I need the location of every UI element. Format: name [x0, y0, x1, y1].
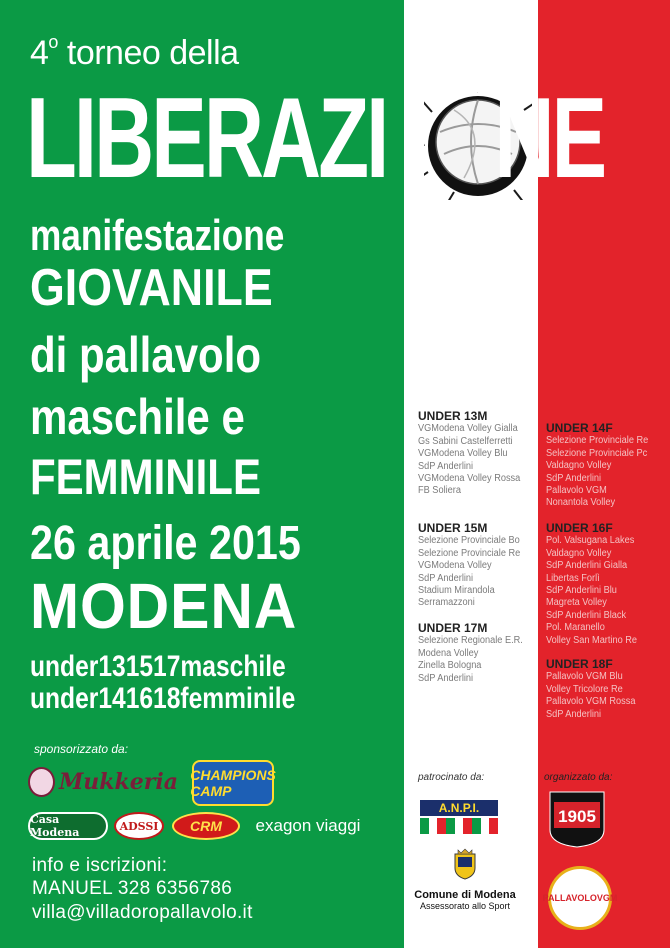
teams-under14f: UNDER 14F Selezione Provinciale Re Selezione Provinciale Pc Valdagno Volley SdP Anderlini Pallavolo VGM Nonantola Volley	[546, 421, 649, 509]
event-date: 26 aprile 2015	[30, 517, 301, 570]
teams-under18f: UNDER 18F Pallavolo VGM Blu Volley Tricolore Re Pallavolo VGM Rossa SdP Anderlini	[546, 657, 636, 720]
organizer-label: organizzato da:	[544, 772, 613, 783]
team-item: SdP Anderlini	[418, 572, 474, 584]
team-item: Nonantola Volley	[546, 497, 616, 509]
team-item: SdP Anderlini	[546, 472, 602, 484]
team-item: Selezione Regionale E.R.	[418, 635, 523, 647]
team-item: Libertas Forlì	[546, 572, 600, 584]
team-item: Volley San Martino Re	[546, 634, 638, 646]
team-item: Serramazzoni	[418, 597, 475, 609]
adssi-logo: ADSSI	[114, 812, 164, 840]
shield-text: 1905	[558, 807, 596, 826]
title-part-1: LIBERAZI	[26, 75, 387, 202]
team-item: Selezione Provinciale Pc	[546, 447, 648, 459]
patrons-label: patrocinato da:	[418, 772, 485, 783]
team-item: SdP Anderlini Black	[546, 609, 627, 621]
line-di-pallavolo: di pallavolo	[30, 327, 262, 383]
team-item: Valdagno Volley	[546, 547, 612, 559]
contact-email[interactable]: villa@villadoropallavolo.it	[32, 902, 253, 923]
team-item: Pol. Maranello	[546, 622, 605, 634]
club-1905-shield-icon	[548, 790, 606, 848]
line-giovanile: GIOVANILE	[30, 259, 273, 317]
teams-under13m: UNDER 13M VGModena Volley Gialla Gs Sabini Castelferretti VGModena Volley Blu SdP Anderlini VGModena Volley Rossa FB Soliera	[418, 409, 521, 497]
team-item: SdP Anderlini Gialla	[546, 560, 628, 572]
team-item: Volley Tricolore Re	[546, 683, 623, 695]
champions-camp-logo: CHAMPIONS CAMP	[192, 760, 274, 806]
team-item: Zinella Bologna	[418, 660, 482, 672]
main-title	[26, 75, 605, 202]
edition-heading: 4$^o$ torneo della	[30, 31, 239, 72]
team-item: Modena Volley	[418, 647, 479, 659]
team-item: Stadium Mirandola	[418, 585, 495, 597]
team-item: FB Soliera	[418, 485, 461, 497]
teams-under15m: UNDER 15M Selezione Provinciale Bo Selezione Provinciale Re VGModena Volley SdP Anderlini Stadium Mirandola Serramazzoni	[418, 521, 521, 609]
team-item: VGModena Volley Rossa	[418, 473, 521, 485]
line-manifestazione: manifestazione	[30, 211, 285, 260]
event-city: MODENA	[30, 570, 298, 642]
team-item: Selezione Provinciale Bo	[418, 535, 520, 547]
team-item: Selezione Provinciale Re	[418, 547, 521, 559]
crm-logo: CRM	[172, 812, 240, 840]
team-item: Magreta Volley	[546, 597, 607, 609]
anpi-logo: A.N.P.I.	[420, 800, 498, 836]
team-item: Pallavolo VGM Rossa	[546, 696, 636, 708]
team-item: VGModena Volley Gialla	[418, 423, 518, 435]
exagon-viaggi-logo: exagon viaggi	[255, 816, 361, 835]
title-part-2: NE	[494, 75, 605, 202]
team-item: Pol. Valsugana Lakes	[546, 535, 635, 547]
contact-heading: info e iscrizioni:	[32, 855, 168, 876]
team-item: SdP Anderlini	[418, 672, 474, 684]
team-item: SdP Anderlini	[546, 708, 602, 720]
categories-male: under131517maschile	[30, 650, 286, 683]
flag-stripes-icon	[420, 818, 498, 834]
team-item: Selezione Provinciale Re	[546, 435, 649, 447]
casa-modena-logo: Casa Modena	[28, 812, 108, 840]
categories-female: under141618femminile	[30, 682, 296, 715]
sponsor-label: sponsorizzato da:	[34, 742, 129, 756]
mukkeria-logo: Mukkeria	[28, 764, 178, 800]
team-item: Pallavolo VGM Blu	[546, 671, 623, 683]
team-item: Pallavolo VGM	[546, 485, 607, 497]
team-item: Valdagno Volley	[546, 460, 612, 472]
team-item: SdP Anderlini	[418, 460, 474, 472]
line-femminile: FEMMINILE	[30, 449, 261, 505]
pallavolo-vgm-logo: PALLAVOLOVGM	[548, 866, 612, 930]
team-item: VGModena Volley	[418, 560, 492, 572]
cow-icon	[28, 767, 55, 797]
team-item: SdP Anderlini Blu	[546, 585, 617, 597]
teams-under16f: UNDER 16F Pol. Valsugana Lakes Valdagno Volley SdP Anderlini Gialla Libertas Forlì SdP Anderlini Blu Magreta Volley SdP Anderlini Black Pol. Maranello Volley San Martino Re	[546, 521, 638, 646]
teams-under17m: UNDER 17M Selezione Regionale E.R. Modena Volley Zinella Bologna SdP Anderlini	[418, 621, 523, 684]
comune-modena-logo: Comune di Modena Assessorato allo Sport	[410, 848, 520, 911]
contact-phone: MANUEL 328 6356786	[32, 878, 233, 899]
line-maschile: maschile e	[30, 389, 245, 445]
crest-icon	[452, 848, 478, 880]
team-item: VGModena Volley Blu	[418, 448, 508, 460]
team-item: Gs Sabini Castelferretti	[418, 435, 513, 447]
